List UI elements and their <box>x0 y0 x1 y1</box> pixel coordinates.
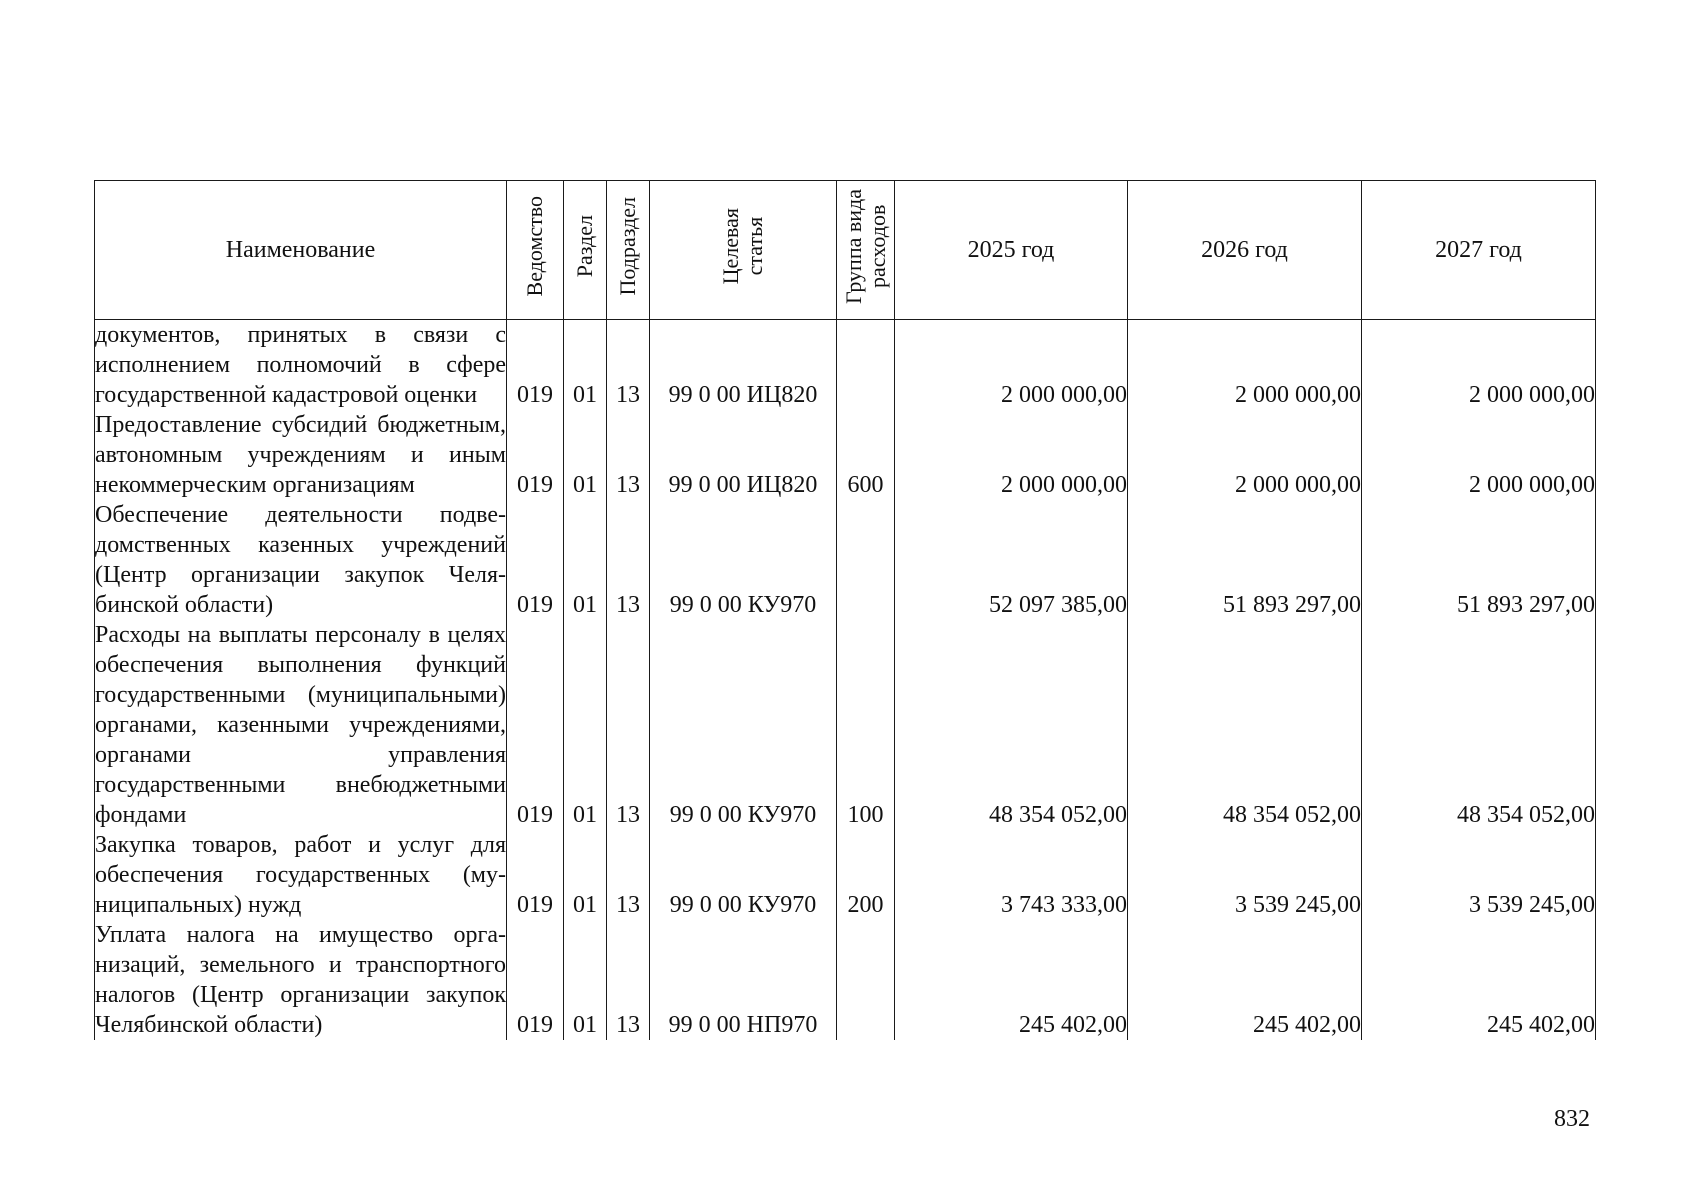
cell-section: 01 <box>564 410 607 500</box>
table-row <box>95 410 1596 500</box>
cell-target: 99 0 00 КУ970 <box>650 830 837 920</box>
cell-2025: 52 097 385,00 <box>895 500 1128 620</box>
table-row <box>95 500 1596 620</box>
cell-2026: 2 000 000,00 <box>1128 410 1362 500</box>
cell-target: 99 0 00 НП970 <box>650 920 837 1040</box>
table-row <box>95 620 1596 830</box>
cell-dept: 019 <box>507 620 564 830</box>
cell-name: Предоставление субсидий бюджетным, автономным учреждениям и иным некоммерческим организациям <box>95 412 506 498</box>
cell-2026: 3 539 245,00 <box>1128 830 1362 920</box>
cell-subsection: 13 <box>607 410 650 500</box>
header-target <box>650 181 837 320</box>
cell-dept: 019 <box>507 500 564 620</box>
cell-dept: 019 <box>507 320 564 411</box>
header-target-label: Целевая статья <box>718 207 767 285</box>
cell-2025: 245 402,00 <box>895 920 1128 1040</box>
cell-2026: 245 402,00 <box>1128 920 1362 1040</box>
header-row <box>95 181 1596 320</box>
header-dept-label: Ведомство <box>522 195 547 297</box>
cell-2025: 2 000 000,00 <box>895 320 1128 411</box>
cell-2027: 2 000 000,00 <box>1362 410 1596 500</box>
cell-2027: 2 000 000,00 <box>1362 320 1596 411</box>
header-2026: 2026 год <box>1128 181 1362 320</box>
cell-section: 01 <box>564 620 607 830</box>
cell-2025: 48 354 052,00 <box>895 620 1128 830</box>
cell-subsection: 13 <box>607 320 650 411</box>
header-section-label: Раздел <box>572 214 597 278</box>
table-row <box>95 320 1596 411</box>
cell-dept: 019 <box>507 830 564 920</box>
cell-subsection: 13 <box>607 500 650 620</box>
cell-name: Расходы на выплаты персоналу в целях обеспечения выполнения функций государственными (муниципальными) органами, казенными учреждениями, органами управления государственными внебюджетными фондами <box>95 622 506 828</box>
cell-2027: 48 354 052,00 <box>1362 620 1596 830</box>
cell-subsection: 13 <box>607 920 650 1040</box>
cell-2027: 3 539 245,00 <box>1362 830 1596 920</box>
cell-section: 01 <box>564 830 607 920</box>
cell-2027: 245 402,00 <box>1362 920 1596 1040</box>
cell-group: 600 <box>837 410 895 500</box>
header-expense-group-label: Группа вида расходов <box>840 188 890 304</box>
cell-group: 200 <box>837 830 895 920</box>
cell-target: 99 0 00 КУ970 <box>650 620 837 830</box>
header-dept <box>507 181 564 320</box>
table-row <box>95 830 1596 920</box>
header-section <box>564 181 607 320</box>
cell-target: 99 0 00 ИЦ820 <box>650 320 837 411</box>
cell-2025: 2 000 000,00 <box>895 410 1128 500</box>
cell-target: 99 0 00 КУ970 <box>650 500 837 620</box>
cell-2026: 48 354 052,00 <box>1128 620 1362 830</box>
header-2027: 2027 год <box>1362 181 1596 320</box>
cell-dept: 019 <box>507 410 564 500</box>
cell-group <box>837 320 895 411</box>
cell-subsection: 13 <box>607 830 650 920</box>
cell-2026: 2 000 000,00 <box>1128 320 1362 411</box>
cell-section: 01 <box>564 920 607 1040</box>
header-expense-group <box>837 181 895 320</box>
cell-dept: 019 <box>507 920 564 1040</box>
cell-group <box>837 920 895 1040</box>
cell-group <box>837 500 895 620</box>
budget-table <box>94 180 1596 1040</box>
table-row <box>95 920 1596 1040</box>
cell-target: 99 0 00 ИЦ820 <box>650 410 837 500</box>
page-number: 832 <box>1554 1106 1590 1132</box>
cell-section: 01 <box>564 320 607 411</box>
header-name: Наименование <box>95 181 507 320</box>
cell-group: 100 <box>837 620 895 830</box>
cell-section: 01 <box>564 500 607 620</box>
cell-name: Обеспечение деятельности подведомственных казенных учреждений (Центр организации закупок Челябинской области) <box>95 502 506 618</box>
header-2025: 2025 год <box>895 181 1128 320</box>
cell-name: Закупка товаров, работ и услуг для обеспечения государственных (муниципальных) нужд <box>95 832 506 918</box>
cell-name: документов, принятых в связи с исполнением полномочий в сфере государственной кадастровой оценки <box>95 320 507 411</box>
header-subsection-label: Подраздел <box>615 196 640 296</box>
cell-2027: 51 893 297,00 <box>1362 500 1596 620</box>
cell-2025: 3 743 333,00 <box>895 830 1128 920</box>
cell-name: Уплата налога на имущество организаций, земельного и транспортного налогов (Центр организации закупок Челябинской области) <box>95 922 506 1038</box>
header-subsection <box>607 181 650 320</box>
cell-subsection: 13 <box>607 620 650 830</box>
cell-2026: 51 893 297,00 <box>1128 500 1362 620</box>
